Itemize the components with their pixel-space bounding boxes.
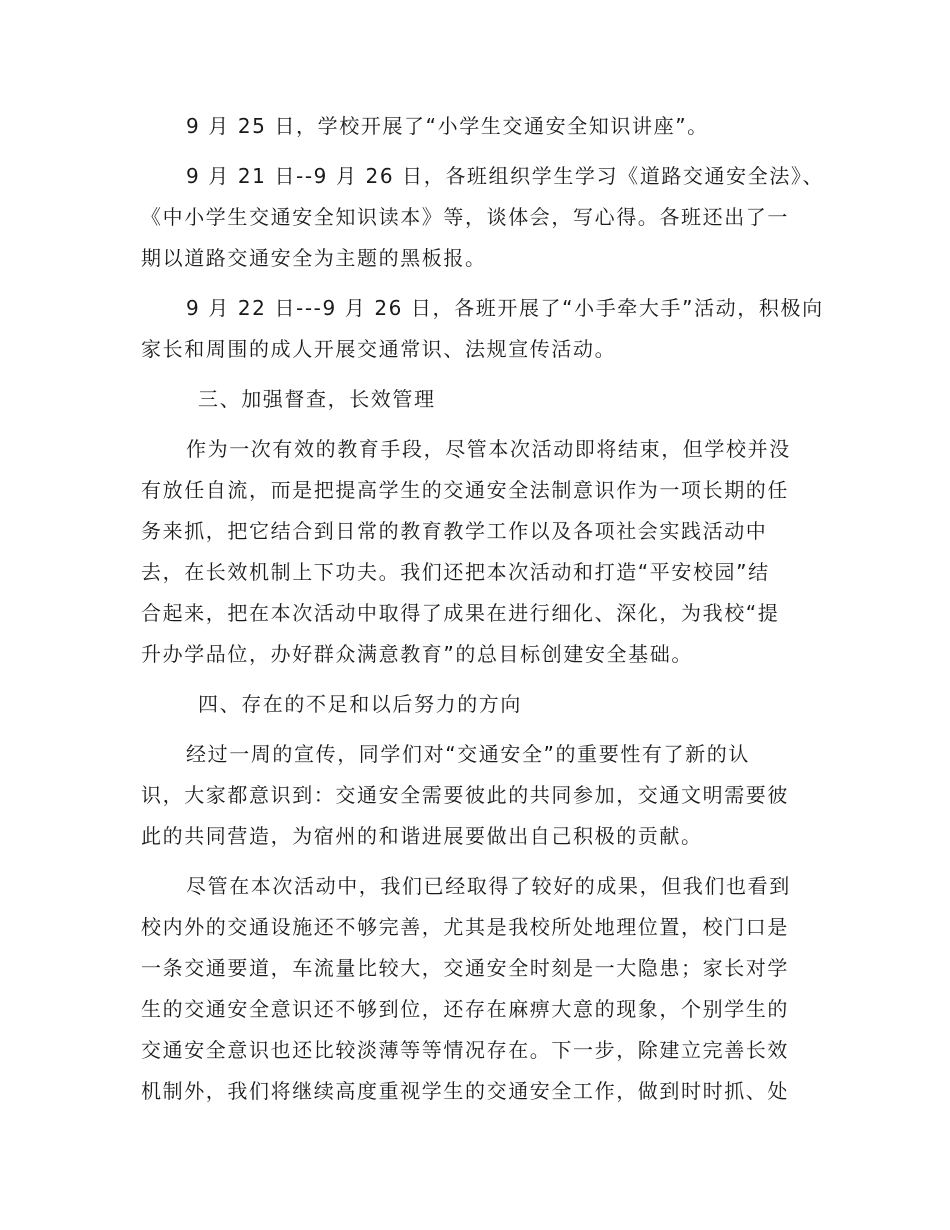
text-line: 此的共同营造，为宿州的和谐进展要做出自己积极的贡献。: [141, 824, 703, 848]
text-line: 有放任自流，而是把提高学生的交通安全法制意识作为一项长期的任: [141, 478, 789, 502]
body-paragraph: [141, 288, 824, 370]
document-body: [141, 106, 825, 1121]
text-line: 合起来，把在本次活动中取得了成果在进行细化、深化，为我校“提: [141, 601, 780, 625]
text-line: 9 月 22 日---9 月 26 日，各班开展了“小手牵大手”活动，积极向: [186, 296, 824, 320]
text-line: 校内外的交通设施还不够完善，尤其是我校所处地理位置，校门口是: [141, 915, 789, 939]
text-line: 《中小学生交通安全知识读本》等，谈体会，写心得。各班还出了一: [141, 205, 789, 229]
text-line: 升办学品位，办好群众满意教育”的总目标创建安全基础。: [141, 642, 693, 666]
text-line: 家长和周围的成人开展交通常识、法规宣传活动。: [141, 337, 617, 361]
text-line: 交通安全意识也还比较淡薄等等情况存在。下一步，除建立完善长效: [141, 1038, 789, 1062]
section-heading: [141, 684, 809, 725]
text-line: 四、存在的不足和以后努力的方向: [198, 692, 522, 716]
text-line: 机制外，我们将继续高度重视学生的交通安全工作，做到时时抓、处: [141, 1079, 789, 1103]
text-line: 9 月 21 日--9 月 26 日，各班组织学生学习《道路交通安全法》、: [186, 164, 825, 188]
text-line: 期以道路交通安全为主题的黑板报。: [141, 246, 487, 270]
body-paragraph: [141, 106, 809, 147]
text-line: 尽管在本次活动中，我们已经取得了较好的成果，但我们也看到: [186, 874, 791, 898]
body-paragraph: [141, 734, 809, 857]
text-line: 一条交通要道，车流量比较大，交通安全时刻是一大隐患；家长对学: [141, 956, 789, 980]
section-heading: [141, 379, 809, 420]
body-paragraph: [141, 156, 825, 279]
text-line: 去，在长效机制上下功夫。我们还把本次活动和打造“平安校园”结: [141, 560, 770, 584]
text-line: 经过一周的宣传，同学们对“交通安全”的重要性有了新的认: [186, 742, 750, 766]
text-line: 务来抓，把它结合到日常的教育教学工作以及各项社会实践活动中: [141, 519, 768, 543]
body-paragraph: [141, 866, 809, 1112]
text-line: 三、加强督查，长效管理: [198, 387, 436, 411]
text-line: 生的交通安全意识还不够到位，还存在麻痹大意的现象，个别学生的: [141, 997, 789, 1021]
text-line: 识，大家都意识到：交通安全需要彼此的共同参加，交通文明需要彼: [141, 783, 789, 807]
body-paragraph: [141, 429, 809, 675]
text-line: 作为一次有效的教育手段，尽管本次活动即将结束，但学校并没: [186, 437, 791, 461]
text-line: 9 月 25 日，学校开展了“小学生交通安全知识讲座”。: [186, 114, 709, 138]
